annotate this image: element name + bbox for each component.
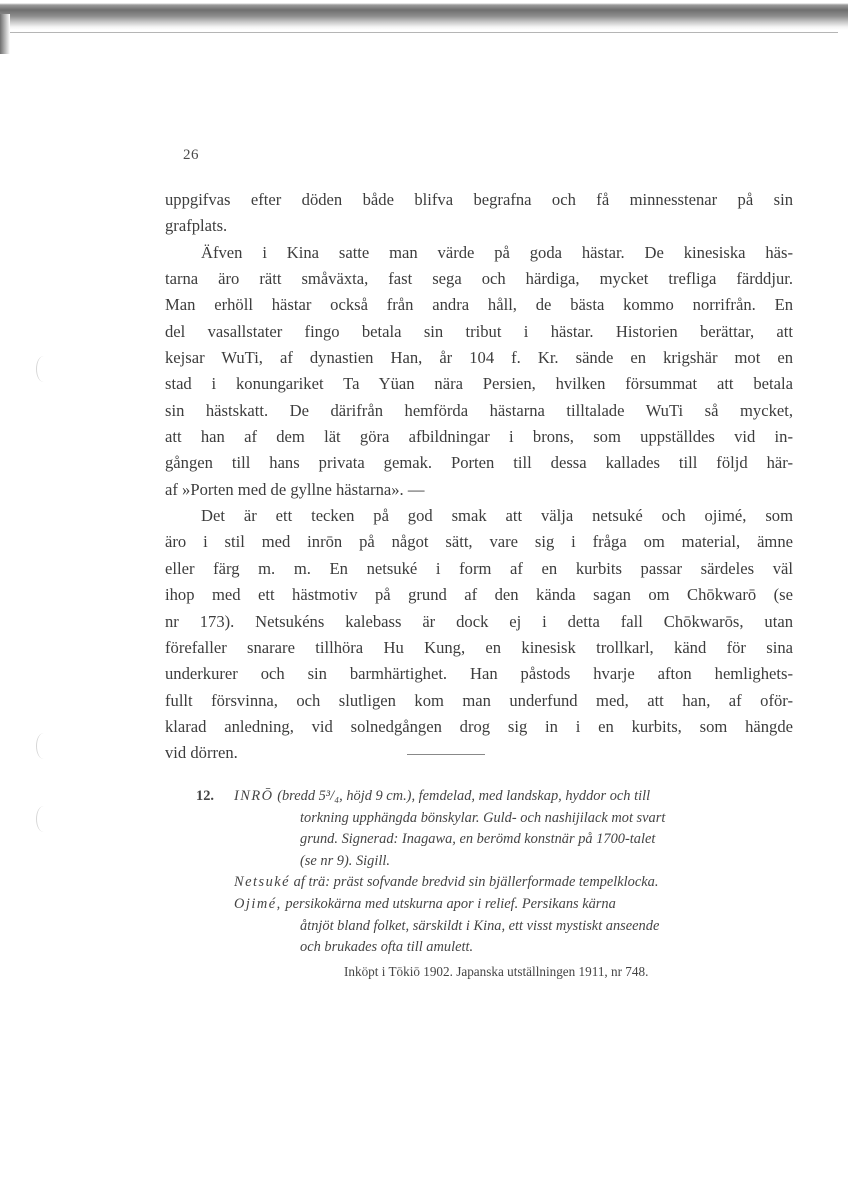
entry-description-line <box>196 829 796 851</box>
entry-number: 12. <box>196 788 214 804</box>
entry-description-line <box>196 808 796 830</box>
text-line: att han af dem lät göra afbildningar i brons, som uppställdes vid in- <box>165 427 793 447</box>
ojime-label: Ojimé, <box>234 895 282 912</box>
text-line: eller färg m. m. En netsuké i form af en kurbits passar särdeles väl <box>165 558 793 578</box>
entry-text: grund. Signerad: Inagawa, en berömd konstnär på 1700-talet <box>300 831 656 848</box>
text-line: äro i stil med inrōn på något sätt, vare sig i fråga om material, ämne <box>165 532 793 552</box>
text-line: grafplats. <box>165 216 228 236</box>
text-line: sin hästskatt. De därifrån hemförda hästarna tilltalade WuTi så mycket, <box>165 400 793 420</box>
catalog-entry <box>196 786 796 982</box>
text-line: del vasallstater fingo betala sin tribut i hästar. Historien berättar, att <box>165 321 793 341</box>
text-line: Man erhöll hästar också från andra håll, de bästa kommo norrifrån. En <box>165 295 793 315</box>
netsuke-label: Netsuké <box>234 874 291 891</box>
netsuke-text: af trä: präst sofvande bredvid sin bjällerformade tempelklocka. <box>293 874 659 891</box>
text-line: af »Porten med de gyllne hästarna». — <box>165 479 425 499</box>
ojime-text: åtnjöt bland folket, särskildt i Kina, ett visst mystiskt anseende <box>300 917 660 934</box>
text-line: uppgifvas efter döden både blifva begrafna och få minnesstenar på sin <box>165 190 793 209</box>
text-line: vid dörren. <box>165 743 238 763</box>
entry-description: (bredd 5³/₄, höjd 9 cm.), femdelad, med landskap, hyddor och till <box>277 788 651 804</box>
page-number: 26 <box>183 147 199 163</box>
margin-mark <box>36 806 51 832</box>
paragraph-netsuke <box>165 503 793 766</box>
text-line: nr 173). Netsukéns kalebass är dock ej i detta fall Chōkwarōs, utan <box>165 611 793 631</box>
ojime-line <box>196 937 796 959</box>
margin-mark <box>36 733 51 759</box>
entry-header <box>196 786 796 808</box>
text-line: ihop med ett hästmotiv på grund af den kända sagan om Chōkwarō (se <box>165 585 793 605</box>
entry-source: Inköpt i Tōkiō 1902. Japanska utställningen 1911, nr 748. <box>344 963 649 979</box>
ojime-line <box>196 894 796 916</box>
margin-mark <box>36 356 51 382</box>
text-line: tarna äro rätt småväxta, fast sega och härdiga, mycket trefliga färddjur. <box>165 269 793 289</box>
entry-description-line <box>196 851 796 873</box>
netsuke-line <box>196 872 796 894</box>
entry-title: INRŌ <box>234 788 274 804</box>
scan-left-shadow <box>0 14 10 54</box>
body-text <box>165 187 793 767</box>
text-line: kejsar WuTi, af dynastien Han, år 104 f. Kr. sände en krigshär mot en <box>165 348 793 368</box>
scan-top-rule <box>10 32 838 33</box>
entry-text: torkning upphängda bönskylar. Guld- och nashijilack mot svart <box>300 809 666 826</box>
paragraph-burial <box>165 187 793 240</box>
ojime-text: och brukades ofta till amulett. <box>300 939 474 956</box>
entry-text: (se nr 9). Sigill. <box>300 852 390 869</box>
text-line: gången till hans privata gemak. Porten till dessa kallades till följd här- <box>165 453 793 473</box>
ojime-line <box>196 916 796 938</box>
section-divider <box>407 754 485 755</box>
text-line: förefaller snarare tillhöra Hu Kung, en kinesisk trollkarl, känd för sina <box>165 637 793 657</box>
text-line: underkurer och sin barmhärtighet. Han påstods hvarje afton hemlighets- <box>165 664 793 684</box>
text-line: Äfven i Kina satte man värde på goda hästar. De kinesiska häs- <box>201 242 793 262</box>
text-line: fullt försvinna, och slutligen kom man underfund med, att han, af oför- <box>165 690 793 710</box>
ojime-text: persikokärna med utskurna apor i relief. Persikans kärna <box>285 895 616 912</box>
scan-top-edge <box>0 0 848 30</box>
text-line: Det är ett tecken på god smak att välja netsuké och ojimé, som <box>201 506 793 526</box>
paragraph-horses-china <box>165 240 793 503</box>
text-line: klarad anledning, vid solnedgången drog sig in i en kurbits, som hängde <box>165 716 793 736</box>
text-line: stad i konungariket Ta Yüan nära Persien, hvilken försummat att betala <box>165 374 793 394</box>
